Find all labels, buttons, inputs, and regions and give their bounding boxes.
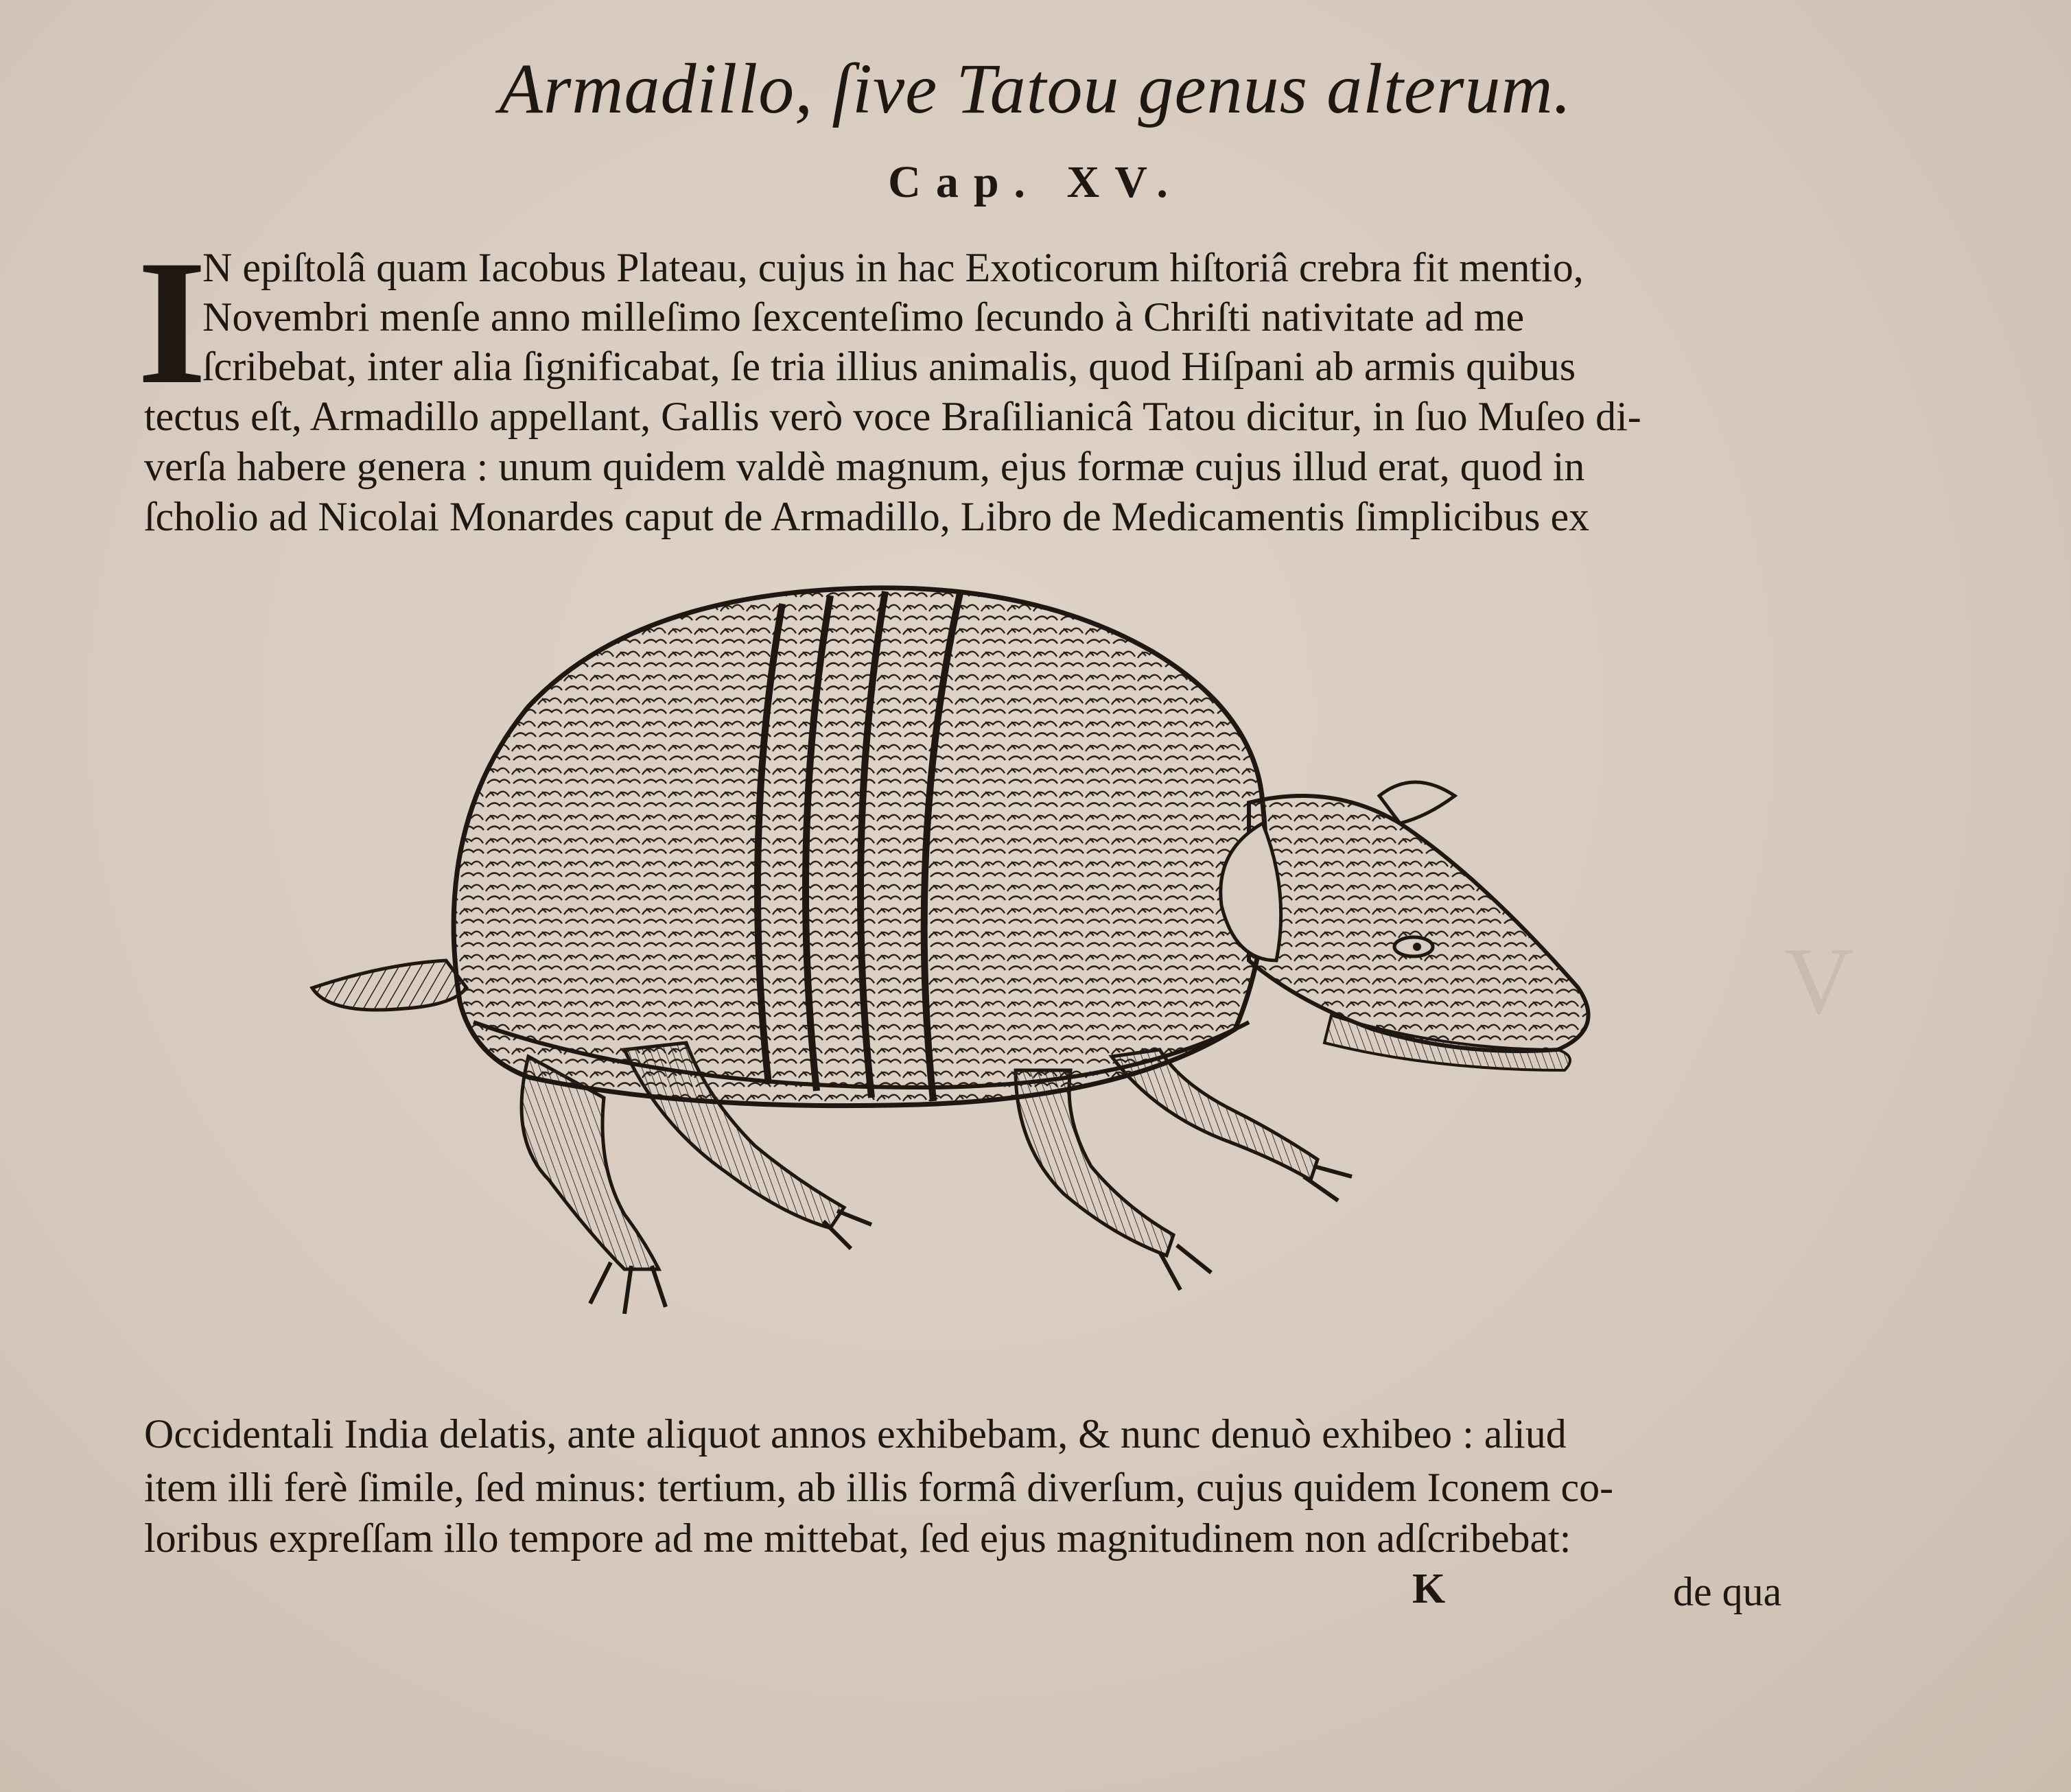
text-line-9: loribus expreſſam illo tempore ad me mittebat, ſed ejus magnitudinem non adſcribebat: — [144, 1516, 1571, 1561]
text-line-5: verſa habere genera : unum quidem valdè magnum, ejus formæ cujus illud erat, quod in — [144, 444, 1585, 489]
chapter-heading: Cap. XV. — [888, 157, 1183, 207]
head — [1249, 796, 1589, 1051]
signature-mark: K — [1412, 1566, 1446, 1612]
text-line-7: Occidentali India delatis, ante aliquot annos exhibebam, & nunc denuò exhibeo : aliud — [144, 1411, 1567, 1457]
page-title: Armadillo, ſive Tatou genus alterum. — [499, 49, 1572, 128]
drop-initial: I — [137, 224, 207, 421]
text-line-3: ſcribebat, inter alia ſignificabat, ſe tria illius animalis, quod Hiſpani ab armis quibus — [202, 344, 1576, 389]
text-line-1: N epiſtolâ quam Iacobus Plateau, cujus in hac Exoticorum hiſtoriâ crebra fit mentio, — [202, 245, 1584, 290]
armadillo-woodcut-illustration — [302, 576, 1633, 1372]
tail — [312, 960, 467, 1010]
text-line-4: tectus eſt, Armadillo appellant, Gallis verò voce Braſilianicâ Tatou dicitur, in ſuo Muſeo di- — [144, 394, 1641, 439]
front-claws — [1160, 1166, 1352, 1290]
text-line-6: ſcholio ad Nicolai Monardes caput de Armadillo, Libro de Medicamentis ſimplicibus ex — [144, 494, 1590, 539]
catchword: de qua — [1673, 1569, 1782, 1614]
text-line-2: Novembri menſe anno milleſimo ſexcenteſimo ſecundo à Chriſti nativitate ad me — [202, 294, 1525, 340]
show-through-texture: V — [1784, 928, 1854, 1035]
text-line-8: item illi ferè ſimile, ſed minus: tertium, ab illis formâ diverſum, cujus quidem Iconem co- — [144, 1465, 1614, 1510]
